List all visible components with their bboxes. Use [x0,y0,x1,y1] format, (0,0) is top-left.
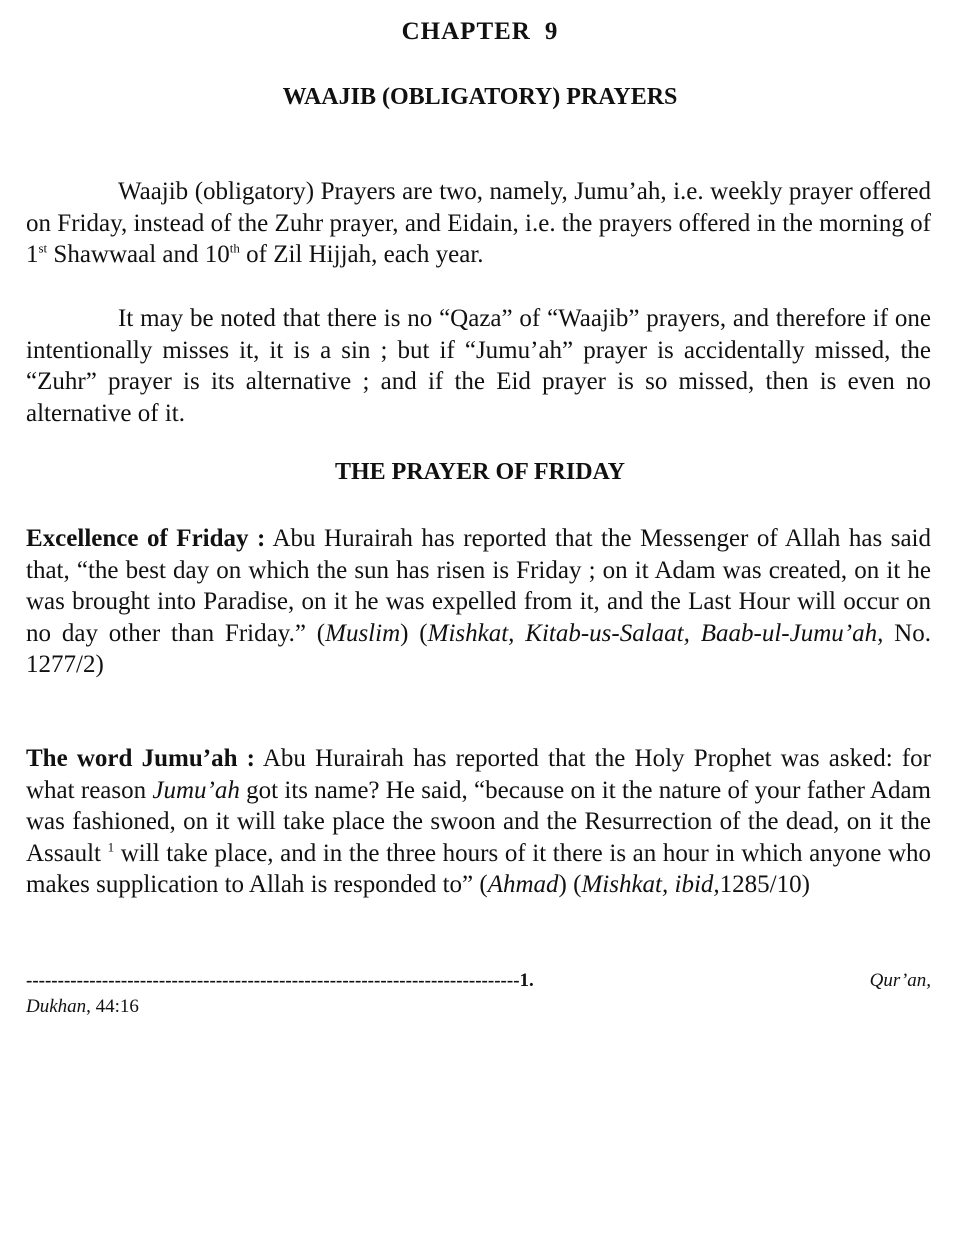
page-title: WAAJIB (OBLIGATORY) PRAYERS [282,84,678,110]
intro-paragraph-1: Waajib (obligatory) Prayers are two, namely, Jumu’ah, i.e. weekly prayer offered on Friday, instead of the Zuhr prayer, and Eidain, i.e. the prayers offered in the morning of 1st Shawwaal and 10th of Zil Hijjah, each year. [26,178,931,268]
footnote-surah: Dukhan [26,996,87,1017]
footnote-verse: , 44:16 [86,996,139,1017]
section-heading: THE PRAYER OF FRIDAY [334,459,626,485]
word-jumuah-paragraph: The word Jumu’ah : Abu Hurairah has reported that the Holy Prophet was asked: for what reason Jumu’ah got its name? He said, “because on it the nature of your father Adam was fashioned, on it will take place the swoon and the Resurrection of the dead, on it the Assault $^1$ will take place, and in the three hours of it there is an hour in which anyone who makes supplication to Allah is responded to” (Ahmad) (Mishkat, ibid,1285/10) [26,745,931,898]
ordinal-th: th [229,240,240,256]
chapter-heading [0,18,960,46]
excellence-paragraph: Excellence of Friday : Abu Hurairah has reported that the Messenger of Allah has said that, “the best day on which the sun has risen is Friday ; on it Adam was created, on it he was brought into Paradise, on it he was expelled from it, and the Last Hour will occur on no day other than Friday.” (Muslim) (Mishkat, Kitab-us-Salaat, Baab-ul-Jumu’ah, No. 1277/2) [26,525,932,678]
intro-paragraph-2: It may be noted that there is no “Qaza” of “Waajib” prayers, and therefore if one intentionally misses it, it is a sin ; but if “Jumu’ah” prayer is accidentally missed, the “Zuhr” prayer is its alternative ; and if the Eid prayer is so missed, then is even no alternative of it. [26,305,931,427]
footnote-line [26,970,931,992]
ordinal-st: st [38,240,48,256]
chapter-label: CHAPTER [401,18,531,45]
excellence-lead: Excellence of Friday : [26,525,266,552]
word-lead: The word Jumu’ah : [26,745,256,772]
chapter-number: 9 [544,18,559,45]
footnote-source: Qur’an, [869,970,931,991]
footnote-separator: ------------------------------------------------------------------------------1. [26,970,534,991]
footnote-ref: 1 [107,839,115,855]
footnote-continuation [26,996,931,1018]
